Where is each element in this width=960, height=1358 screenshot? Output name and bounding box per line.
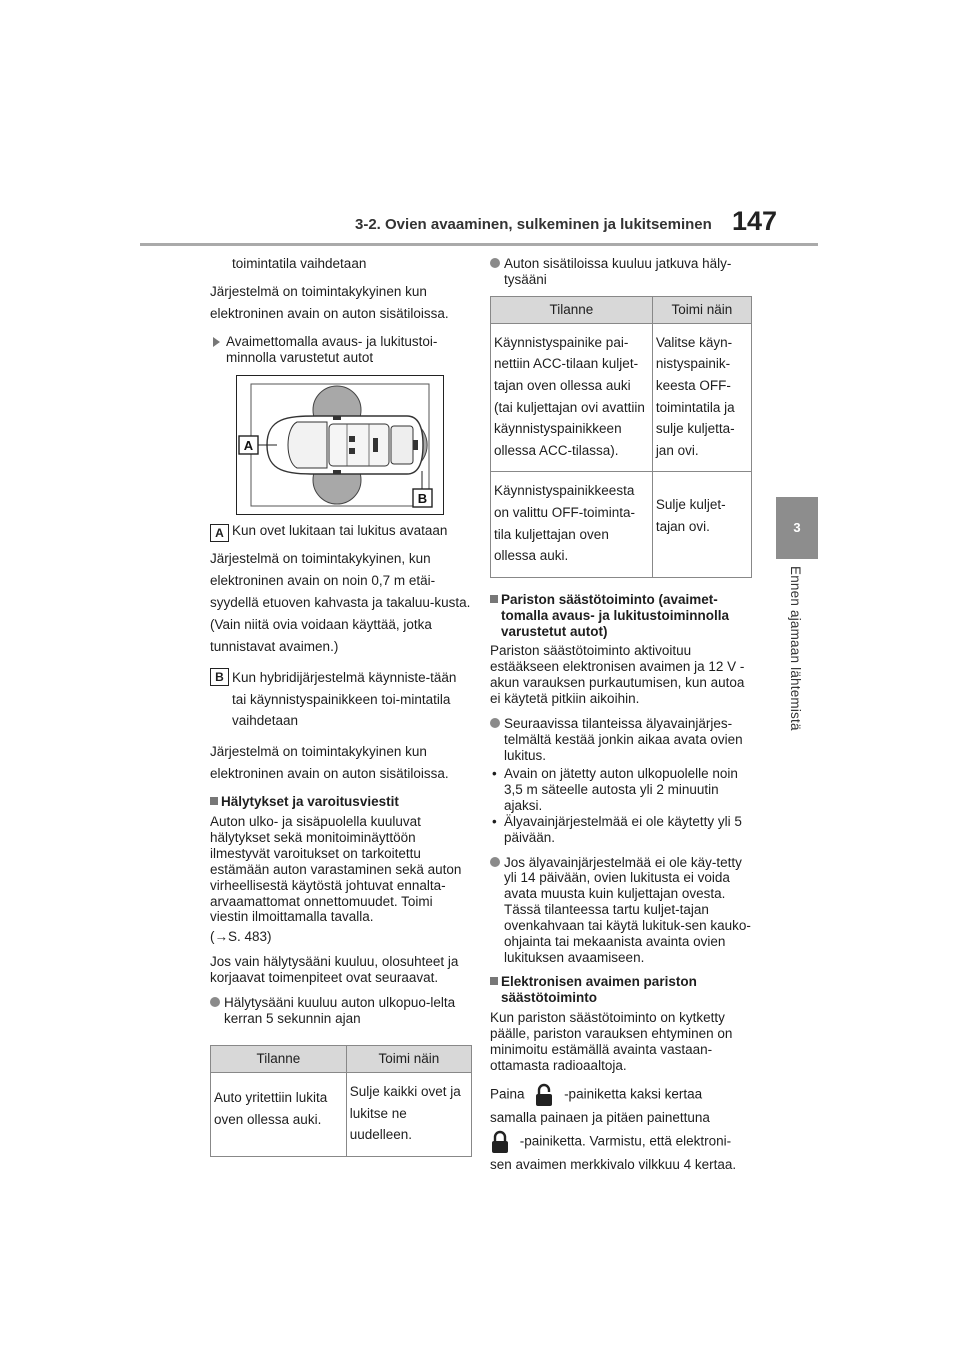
- left-column: [210, 256, 472, 1157]
- item-a: [210, 523, 472, 539]
- paragraph: Auton ulko- ja sisäpuolella kuuluvat hälytykset sekä monitoiminäyttöön ilmestyvät varoitukset on tarkoitettu estämään auton varastaminen sekä auton virheellisestä käytöstä johtuvat ennalta-arvaamattomat onnettomuudet. Toimi viestin ilmoittamalla tavalla.: [210, 813, 462, 925]
- paragraph: Pariston säästötoiminto aktivoituu estääkseen elektronisen avaimen ja 12 V -akun varauksen purkautumisen, kun autoa ei käytetä pitkiin aikoihin.: [490, 643, 745, 707]
- instruction-text: -painiketta kaksi kertaa samalla painaen ja pitäen painettuna: [490, 1086, 710, 1125]
- dot-item: • Älyavainjärjestelmää ei ole käytetty yli 5 päivään.: [490, 814, 752, 846]
- car-range-diagram: [236, 375, 444, 515]
- table-cell: Käynnistyspainike pai-nettiin ACC-tilaan kuljet-tajan oven ollessa auki (tai kuljettajan ovi avattiin käynnistyspainikkeen ollessa ACC-tilassa).: [491, 323, 653, 472]
- table-cell: Sulje kuljet-tajan ovi.: [652, 472, 751, 577]
- bullet-item: Hälytysääni kuuluu auton ulkopuo-lelta kerran 5 sekunnin ajan: [210, 995, 472, 1027]
- table-cell: Auto yritettiin lukita oven ollessa auki.: [211, 1072, 347, 1156]
- instruction-paragraph: [490, 1083, 752, 1129]
- diagram-label-a: A: [243, 438, 254, 454]
- unlock-icon: [534, 1083, 554, 1107]
- lock-icon: [490, 1130, 510, 1154]
- alarm-table-inside: [490, 296, 752, 578]
- table-cell: Sulje kaikki ovet ja lukitse ne uudelleen.: [346, 1072, 471, 1156]
- paragraph: Jos vain hälytysääni kuuluu, olosuhteet ja korjaavat toimenpiteet ovat seuraavat.: [210, 954, 459, 986]
- item-b: [210, 667, 472, 733]
- table-header: Tilanne: [491, 296, 653, 323]
- paragraph: Kun pariston säästötoiminto on kytketty päälle, pariston varauksen ehtyminen on minimoitu estämällä avainta vastaan-ottamasta radioaaltoja.: [490, 1009, 733, 1073]
- table-header: Toimi näin: [346, 1045, 471, 1072]
- item-b-text: Kun hybridijärjestelmä käynniste-tään tai käynnistyspainikkeen toi-mintatila vaihdetaan: [232, 669, 457, 729]
- bullet-item: Seuraavissa tilanteissa älyavainjärjes-telmältä kestää jonkin aikaa avata ovien lukitus.: [490, 716, 752, 764]
- alarm-table-outside: [210, 1045, 472, 1157]
- dot-item: • Avain on jätetty auton ulkopuolelle noin 3,5 m säteelle autosta yli 2 minuutin ajaksi.: [490, 766, 752, 814]
- paragraph: Järjestelmä on toimintakykyinen kun elektroninen avain on auton sisätiloissa.: [210, 744, 449, 782]
- page-reference: (→S. 483): [210, 929, 272, 945]
- section-title: 3-2. Ovien avaaminen, sulkeminen ja lukitseminen: [355, 216, 712, 233]
- instruction-text: Paina: [490, 1086, 525, 1102]
- bullet-item: Jos älyavainjärjestelmää ei ole käy-tetty yli 14 päivään, ovien lukitusta ei voida avata muusta kuin kuljettajan ovesta. Tässä tilanteessa tartu kuljet-tajan ovenkahvaan tai käytä lukituk-sen kauko-ohjainta tai mekaanista avainta ovien lukituksen avaamiseen.: [490, 855, 752, 966]
- table-header: Toimi näin: [652, 296, 751, 323]
- item-a-text: Kun ovet lukitaan tai lukitus avataan: [232, 523, 448, 539]
- label-a-box: A: [210, 524, 229, 542]
- table-cell: Valitse käyn-nistyspainik-keesta OFF-toimintatila ja sulje kuljetta-jan ovi.: [652, 323, 751, 472]
- table-cell: Käynnistyspainikkeesta on valittu OFF-toiminta-tila kuljettajan oven ollessa auki.: [491, 472, 653, 577]
- paragraph: Järjestelmä on toimintakykyinen kun elektroninen avain on auton sisätiloissa.: [210, 283, 449, 321]
- sub-heading: Avaimettomalla avaus- ja lukitustoi-minnolla varustetut autot: [210, 334, 472, 366]
- table-row: [491, 472, 752, 577]
- section-heading: Hälytykset ja varoitusviestit: [210, 794, 472, 810]
- bullet-item: Auton sisätiloissa kuuluu jatkuva häly-tysääni: [490, 256, 752, 288]
- table-row: [211, 1072, 472, 1156]
- right-column: [490, 256, 752, 1185]
- table-row: [491, 323, 752, 472]
- page-number: 147: [732, 206, 778, 236]
- car-top-view-illustration: [237, 376, 443, 514]
- section-heading: Pariston säästötoiminto (avaimet-tomalla avaus- ja lukitustoiminnolla varustetut autot): [490, 592, 752, 640]
- instruction-paragraph: [490, 1130, 752, 1176]
- label-b-box: B: [210, 668, 229, 686]
- paragraph: Järjestelmä on toimintakykyinen, kun elektroninen avain on noin 0,7 m etäi-syydellä etuoven kahvasta ja takaluu-kusta. (Vain niitä ovia voidaan käyttää, jotka tunnistavat avaimen.): [210, 551, 471, 654]
- instruction-text: -painiketta. Varmistu, että elektroni-sen avaimen merkkivalo vilkkuu 4 kertaa.: [490, 1133, 737, 1173]
- paragraph-continuation: toimintatila vaihdetaan: [232, 256, 367, 271]
- section-heading: Elektronisen avaimen pariston säästötoiminto: [490, 974, 752, 1006]
- header-rule: [140, 243, 818, 246]
- chapter-tab: 3: [776, 497, 818, 559]
- table-header: Tilanne: [211, 1045, 347, 1072]
- diagram-label-b: B: [417, 491, 428, 507]
- chapter-title: Ennen ajamaan lähtemistä: [788, 566, 803, 731]
